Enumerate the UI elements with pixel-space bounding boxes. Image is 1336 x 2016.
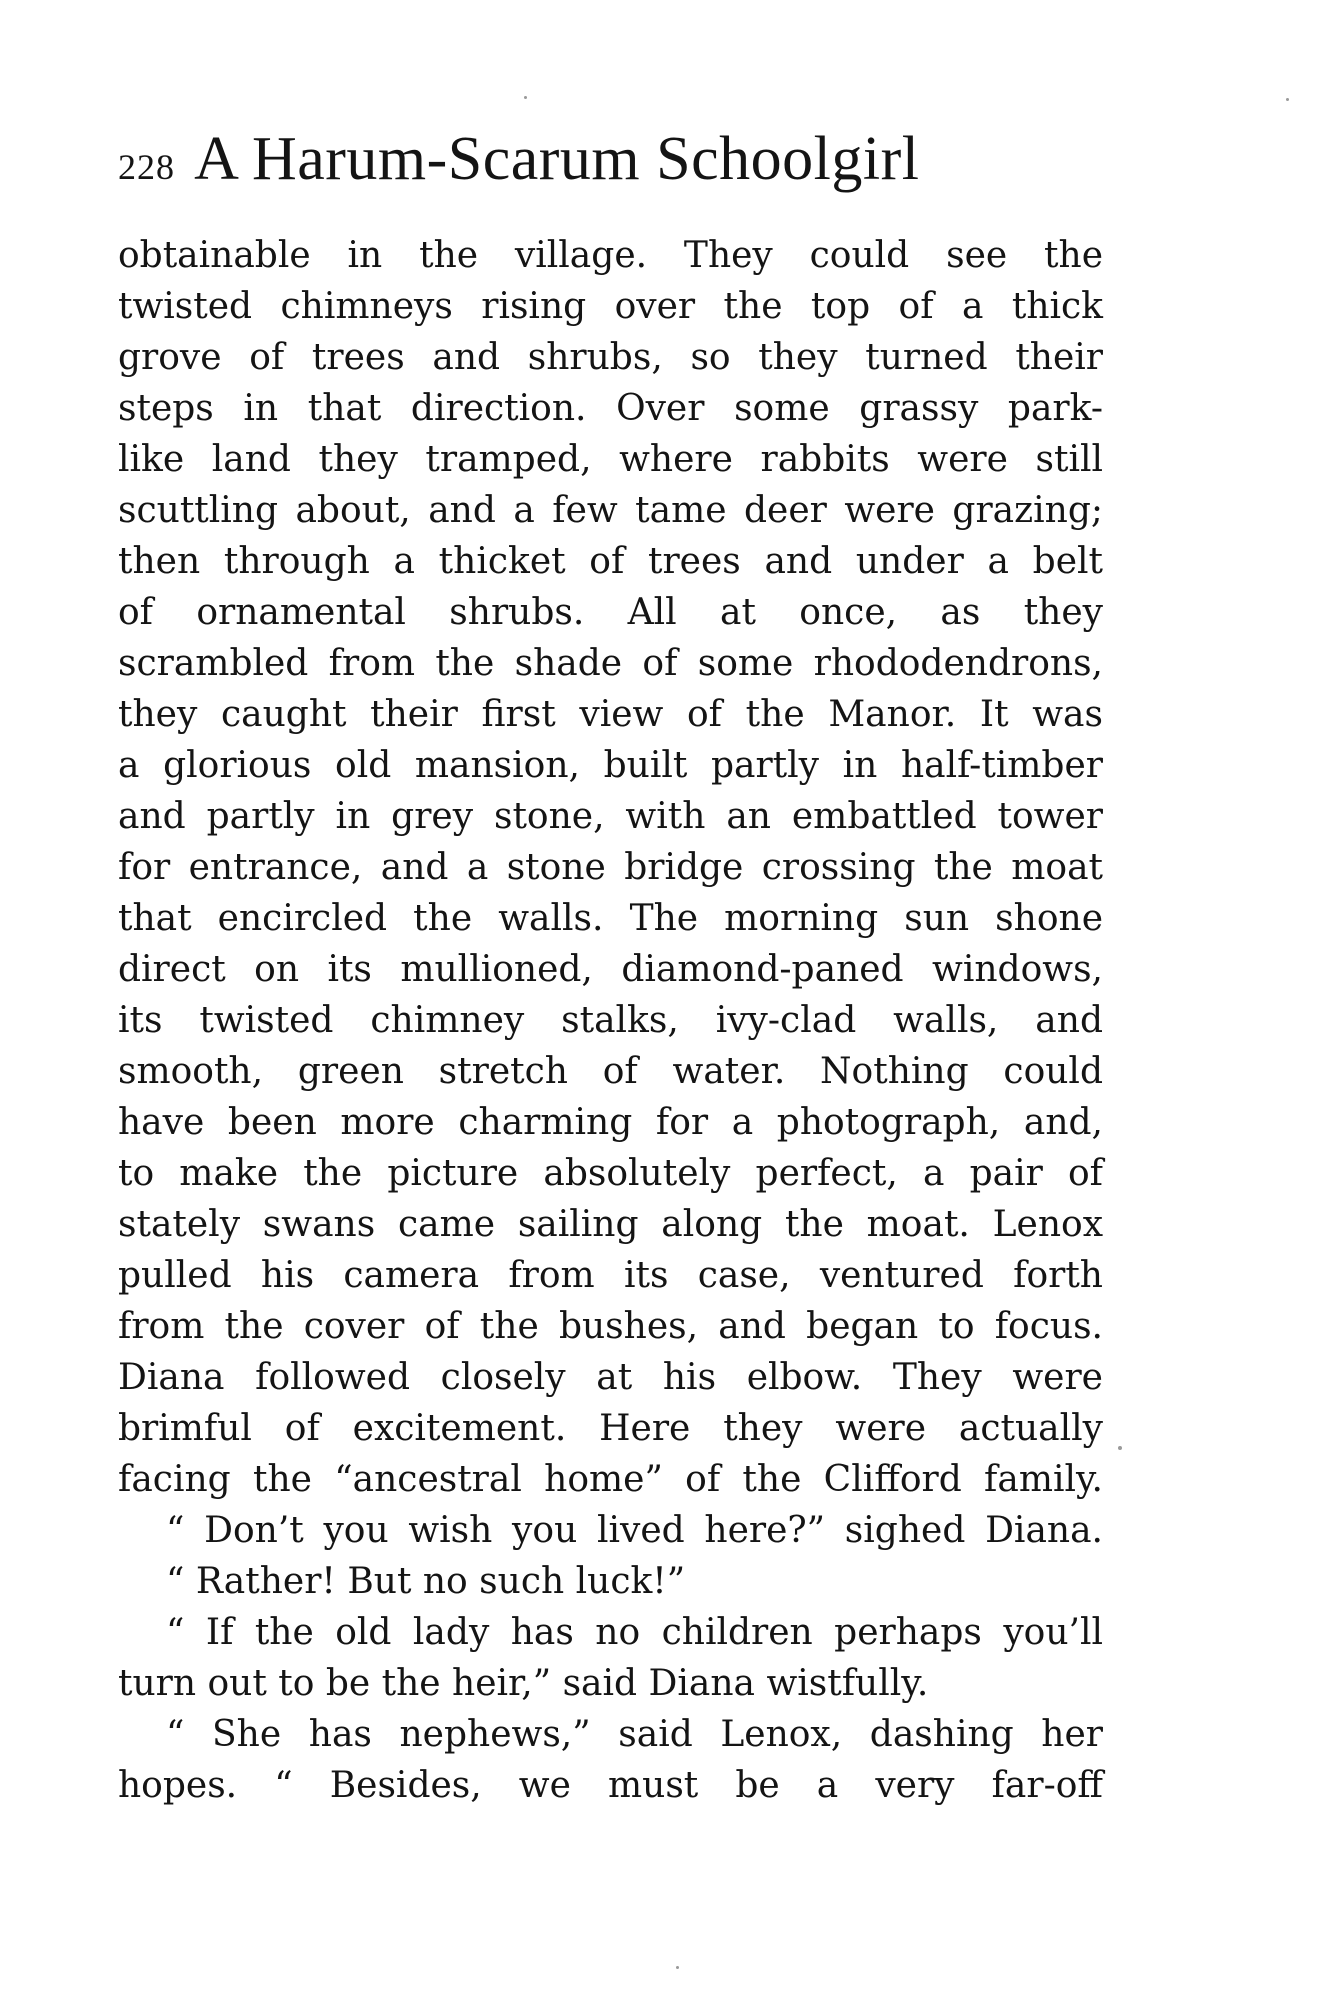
text-line: direct on its mullioned, diamond-paned windows, [118,949,1103,990]
text-line: hopes. “ Besides, we must be a very far-off [118,1765,1103,1806]
text-line: scrambled from the shade of some rhododendrons, [118,643,1103,684]
text-line: that encircled the walls. The morning sun shone [118,898,1103,939]
text-line: pulled his camera from its case, ventured forth [118,1255,1103,1296]
running-title: A Harum-Scarum Schoolgirl [194,125,920,193]
text-line: a glorious old mansion, built partly in half-timber [118,745,1103,786]
scan-speck [524,96,527,99]
scan-speck [1286,98,1289,101]
text-line: its twisted chimney stalks, ivy-clad walls, and [118,1000,1103,1041]
text-line: brimful of excitement. Here they were actually [118,1408,1103,1449]
text-line: to make the picture absolutely perfect, a pair of [118,1153,1103,1194]
text-line: twisted chimneys rising over the top of a thick [118,286,1103,327]
text-line: they caught their first view of the Manor. It was [118,694,1103,735]
text-line: stately swans came sailing along the moat. Lenox [118,1204,1103,1245]
scan-speck [676,1966,679,1969]
text-line: obtainable in the village. They could see the [118,235,1103,276]
text-line: steps in that direction. Over some grassy park- [118,388,1103,429]
text-line: “ Rather! But no such luck!” [166,1561,686,1602]
text-line: “ If the old lady has no children perhaps you’ll [166,1612,1103,1653]
page-header [118,124,1118,204]
text-line: from the cover of the bushes, and began to focus. [118,1306,1103,1347]
text-line: grove of trees and shrubs, so they turned their [118,337,1103,378]
text-line: smooth, green stretch of water. Nothing could [118,1051,1103,1092]
text-line: “ Don’t you wish you lived here?” sighed Diana. [166,1510,1103,1551]
text-line: then through a thicket of trees and under a belt [118,541,1103,582]
text-line: of ornamental shrubs. All at once, as they [118,592,1103,633]
text-line: facing the “ancestral home” of the Clifford family. [118,1459,1103,1500]
scan-speck [1118,1446,1122,1450]
text-line: turn out to be the heir,” said Diana wistfully. [118,1663,929,1704]
text-line: for entrance, and a stone bridge crossing the moat [118,847,1103,888]
text-line: “ She has nephews,” said Lenox, dashing her [166,1714,1103,1755]
text-line: Diana followed closely at his elbow. They were [118,1357,1103,1398]
page-number: 228 [118,147,175,187]
text-line: have been more charming for a photograph, and, [118,1102,1103,1143]
body-text [118,230,1103,1811]
text-line: and partly in grey stone, with an embattled tower [118,796,1103,837]
text-line: scuttling about, and a few tame deer were grazing; [118,490,1103,531]
text-line: like land they tramped, where rabbits were still [118,439,1103,480]
